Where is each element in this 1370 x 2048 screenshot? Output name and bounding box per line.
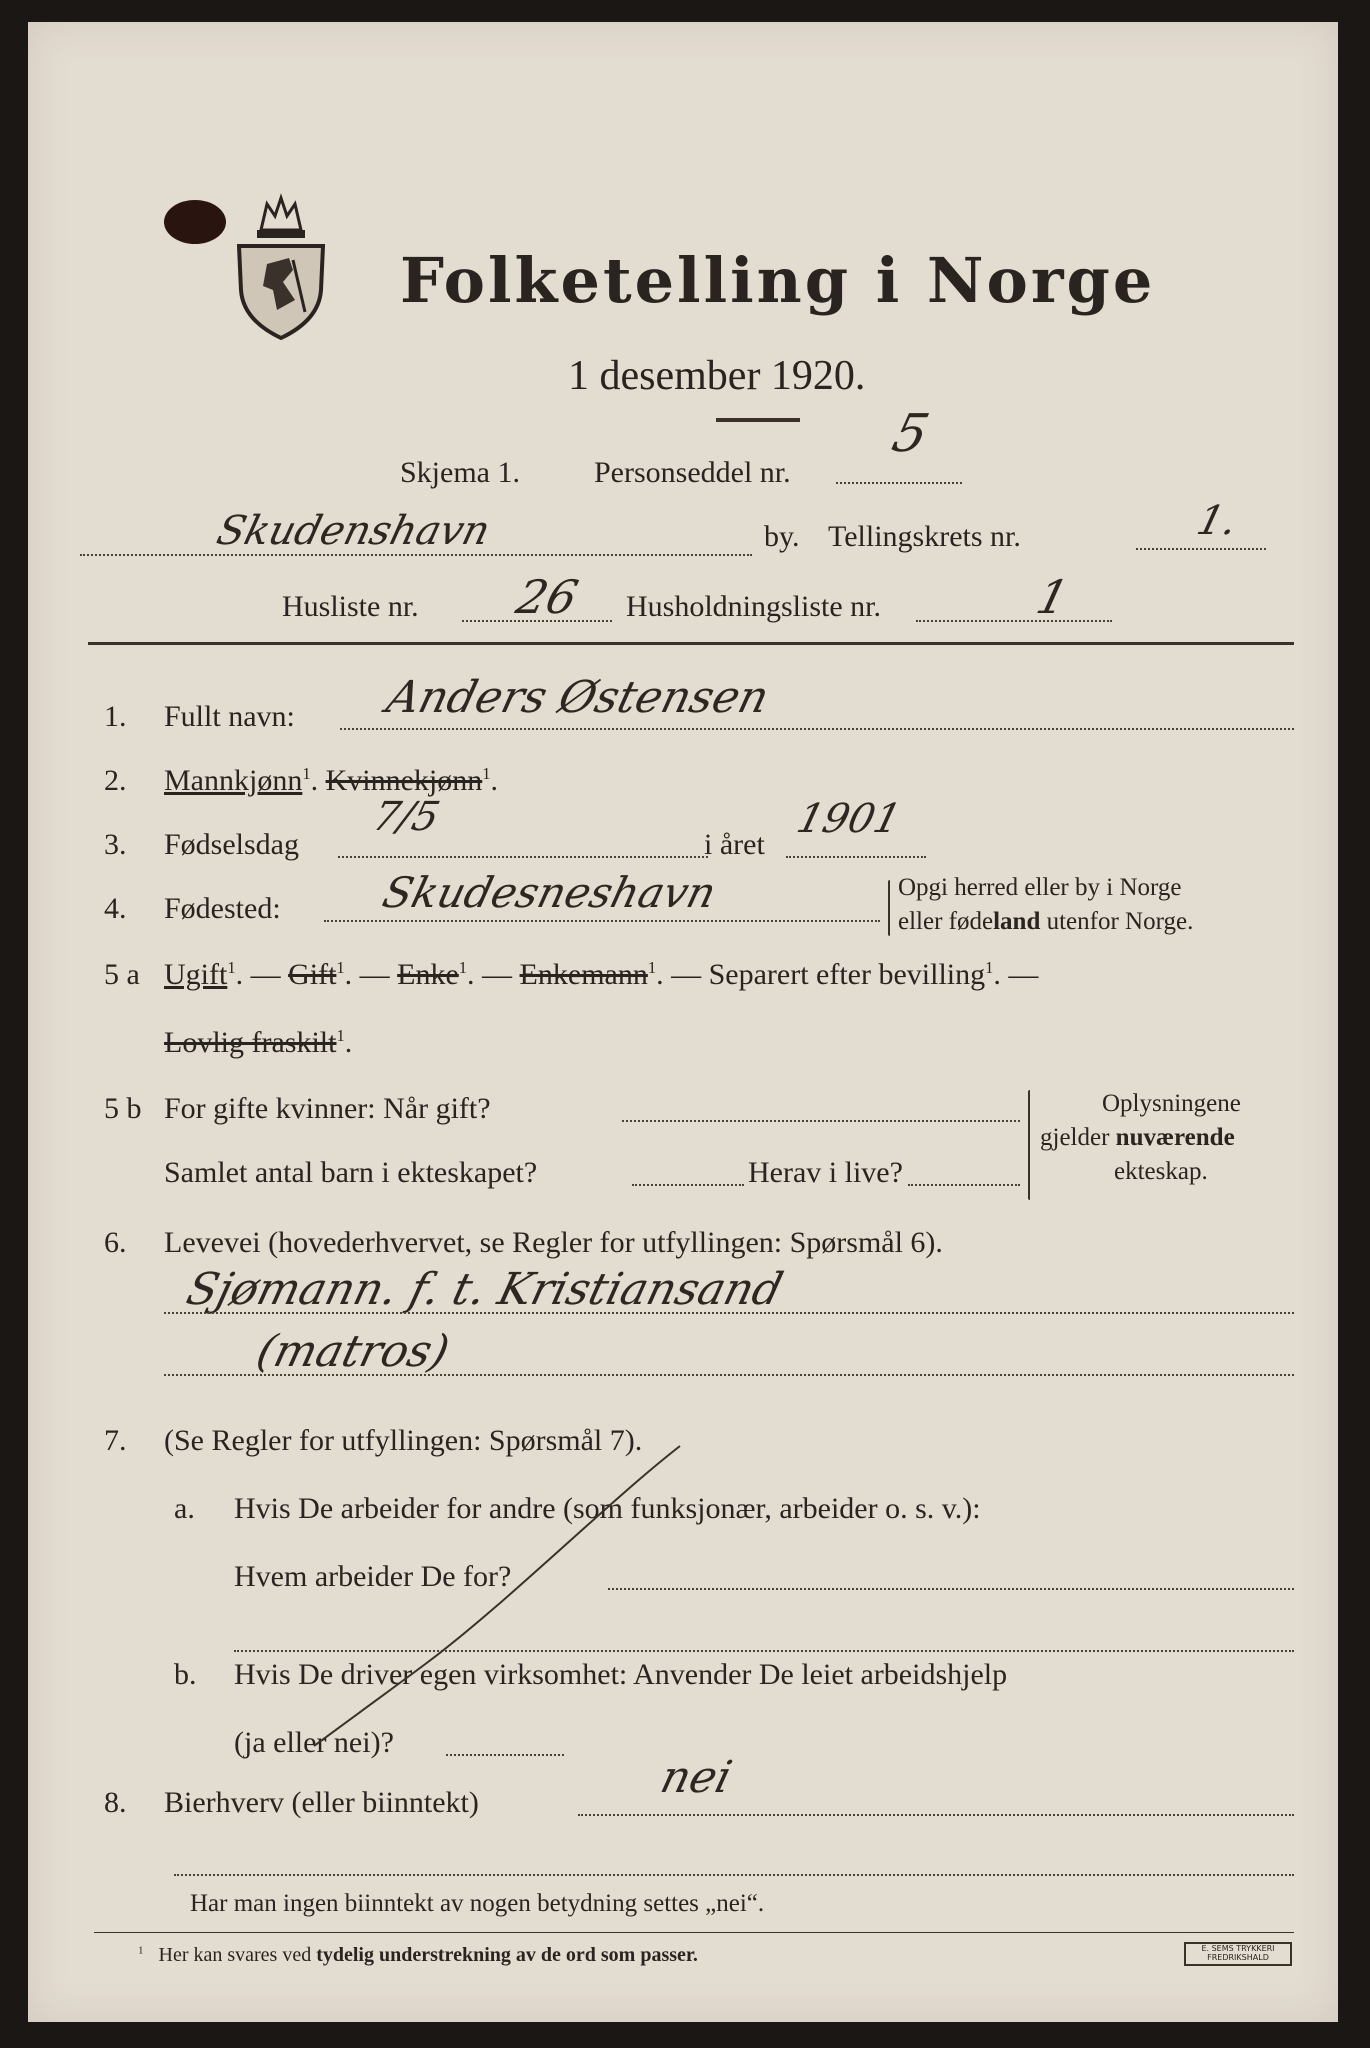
q7b-letter: b. bbox=[174, 1658, 197, 1691]
q2-number: 2. bbox=[104, 764, 127, 797]
footnote: $^1$ Her kan svares ved tydelig understrekning av de ord som passer. bbox=[138, 1944, 698, 1966]
q8-dotted-line-2 bbox=[174, 1874, 1294, 1876]
q5b-line1: For gifte kvinner: Når gift? bbox=[164, 1092, 491, 1125]
q8-label: Bierhverv (eller biinntekt) bbox=[164, 1786, 479, 1819]
q8-dotted-line bbox=[578, 1814, 1294, 1816]
q6-label: Levevei (hovederhvervet, se Regler for utfyllingen: Spørsmål 6). bbox=[164, 1226, 943, 1259]
personseddel-dotted-line bbox=[836, 482, 962, 484]
children-dotted-line bbox=[632, 1184, 744, 1186]
by-label: by. bbox=[764, 520, 800, 553]
q7b-dotted-line bbox=[446, 1754, 564, 1756]
separert-option[interactable]: Separert efter bevilling bbox=[708, 958, 986, 991]
q6-number: 6. bbox=[104, 1226, 127, 1259]
no-income-note: Har man ingen biinntekt av nogen betydning settes „nei“. bbox=[190, 1890, 765, 1917]
year-label: i året bbox=[704, 828, 765, 861]
q6-dotted-line-1 bbox=[164, 1312, 1294, 1314]
enkemann-option[interactable]: Enkemann bbox=[519, 958, 648, 991]
q5b-alive-label: Herav i live? bbox=[748, 1156, 903, 1189]
q5b-note-brace bbox=[1028, 1090, 1030, 1200]
husliste-number[interactable]: 26 bbox=[511, 570, 584, 624]
personseddel-number[interactable]: 5 bbox=[886, 404, 935, 464]
occupation-detail-value[interactable]: (matros) bbox=[251, 1326, 455, 1377]
side-income-value[interactable]: nei bbox=[655, 1752, 737, 1803]
q3-dotted-line bbox=[338, 856, 708, 858]
enke-option[interactable]: Enke bbox=[397, 958, 459, 991]
header-separator bbox=[88, 642, 1294, 645]
footnote-ref: 1 bbox=[302, 764, 311, 783]
q5b-note-line2: gjelder nuværende bbox=[1040, 1124, 1235, 1151]
husholdning-number[interactable]: 1 bbox=[1031, 570, 1075, 624]
q4-label: Fødested: bbox=[164, 892, 281, 925]
pen-cancel-stroke bbox=[308, 1442, 688, 1752]
female-option[interactable]: Kvinnekjønn bbox=[325, 764, 483, 797]
tellingskrets-label: Tellingskrets nr. bbox=[828, 520, 1021, 553]
title-divider bbox=[716, 418, 800, 422]
q2-options: Mannkjønn$^1$. Kvinnekjønn$^1$. bbox=[164, 764, 498, 797]
q7a-letter: a. bbox=[174, 1492, 195, 1525]
q5b-number: 5 b bbox=[104, 1092, 142, 1125]
fraskilt-option[interactable]: Lovlig fraskilt bbox=[164, 1026, 337, 1059]
birthplace-value[interactable]: Skudesneshavn bbox=[377, 868, 722, 917]
q2-end: . bbox=[490, 764, 498, 797]
q3-number: 3. bbox=[104, 828, 127, 861]
personseddel-label: Personseddel nr. bbox=[594, 456, 791, 489]
q7b-line2: (ja eller nei)? bbox=[234, 1726, 394, 1759]
footnote-separator bbox=[94, 1932, 1294, 1933]
q5b-note-line3: ekteskap. bbox=[1114, 1158, 1208, 1185]
occupation-value[interactable]: Sjømann. f. t. Kristiansand bbox=[181, 1264, 788, 1315]
fraskilt-line: Lovlig fraskilt$^1$. bbox=[164, 1026, 353, 1059]
town-dotted-line bbox=[80, 554, 752, 556]
tellingskrets-dotted-line bbox=[1136, 548, 1266, 550]
q4-dotted-line bbox=[324, 920, 880, 922]
married-when-dotted-line bbox=[622, 1120, 1020, 1122]
printer-stamp: E. SEMS TRYKKERI FREDRIKSHALD bbox=[1184, 1942, 1292, 1966]
q4-number: 4. bbox=[104, 892, 127, 925]
husholdning-label: Husholdningsliste nr. bbox=[626, 590, 882, 623]
marital-status-options: Ugift$^1$. — Gift$^1$. — Enke$^1$. — Enkemann$^1$. — Separert efter bevilling$^1$. — bbox=[164, 958, 1039, 991]
q4-note-line2: eller fødeland utenfor Norge. bbox=[898, 908, 1194, 935]
q5b-children-label: Samlet antal barn i ekteskapet? bbox=[164, 1156, 538, 1189]
q7a-line2: Hvem arbeider De for? bbox=[234, 1560, 512, 1593]
gift-option[interactable]: Gift bbox=[288, 958, 337, 991]
husholdning-dotted-line bbox=[916, 620, 1112, 622]
husliste-label: Husliste nr. bbox=[282, 590, 419, 623]
full-name-value[interactable]: Anders Østensen bbox=[381, 672, 774, 723]
wax-seal bbox=[164, 200, 226, 244]
husliste-dotted-line bbox=[462, 620, 612, 622]
q3-label: Fødselsdag bbox=[164, 828, 299, 861]
footnote-ref: 1 bbox=[482, 764, 491, 783]
birth-year-value[interactable]: 1901 bbox=[792, 796, 906, 842]
q1-label: Fullt navn: bbox=[164, 700, 295, 733]
form-title: Folketelling i Norge bbox=[400, 244, 1156, 317]
year-dotted-line bbox=[786, 856, 926, 858]
town-name[interactable]: Skudenshavn bbox=[212, 508, 495, 554]
q1-dotted-line bbox=[340, 728, 1294, 730]
employer-dotted-line bbox=[608, 1588, 1294, 1590]
q6-dotted-line-2 bbox=[164, 1374, 1294, 1376]
norway-coat-of-arms-icon bbox=[233, 190, 329, 344]
census-form-page bbox=[28, 22, 1338, 2022]
q7b-line1: Hvis De driver egen virksomhet: Anvender De leiet arbeidshjelp bbox=[234, 1658, 1008, 1691]
q5b-note-line1: Oplysningene bbox=[1102, 1090, 1241, 1117]
q8-number: 8. bbox=[104, 1786, 127, 1819]
census-date: 1 desember 1920. bbox=[568, 353, 866, 399]
q7a-line1: Hvis De arbeider for andre (som funksjonær, arbeider o. s. v.): bbox=[234, 1492, 981, 1525]
q5a-number: 5 a bbox=[104, 958, 140, 991]
q1-number: 1. bbox=[104, 700, 127, 733]
q4-note-brace bbox=[888, 880, 890, 936]
q4-note-line1: Opgi herred eller by i Norge bbox=[898, 874, 1182, 901]
ugift-option[interactable]: Ugift bbox=[164, 958, 228, 991]
alive-dotted-line bbox=[908, 1184, 1020, 1186]
q7-number: 7. bbox=[104, 1424, 127, 1457]
tellingskrets-number[interactable]: 1. bbox=[1192, 498, 1242, 544]
skjema-label: Skjema 1. bbox=[400, 456, 520, 489]
birthday-value[interactable]: 7/5 bbox=[368, 794, 445, 840]
male-option[interactable]: Mannkjønn bbox=[164, 764, 303, 797]
q7-label: (Se Regler for utfyllingen: Spørsmål 7). bbox=[164, 1424, 643, 1457]
